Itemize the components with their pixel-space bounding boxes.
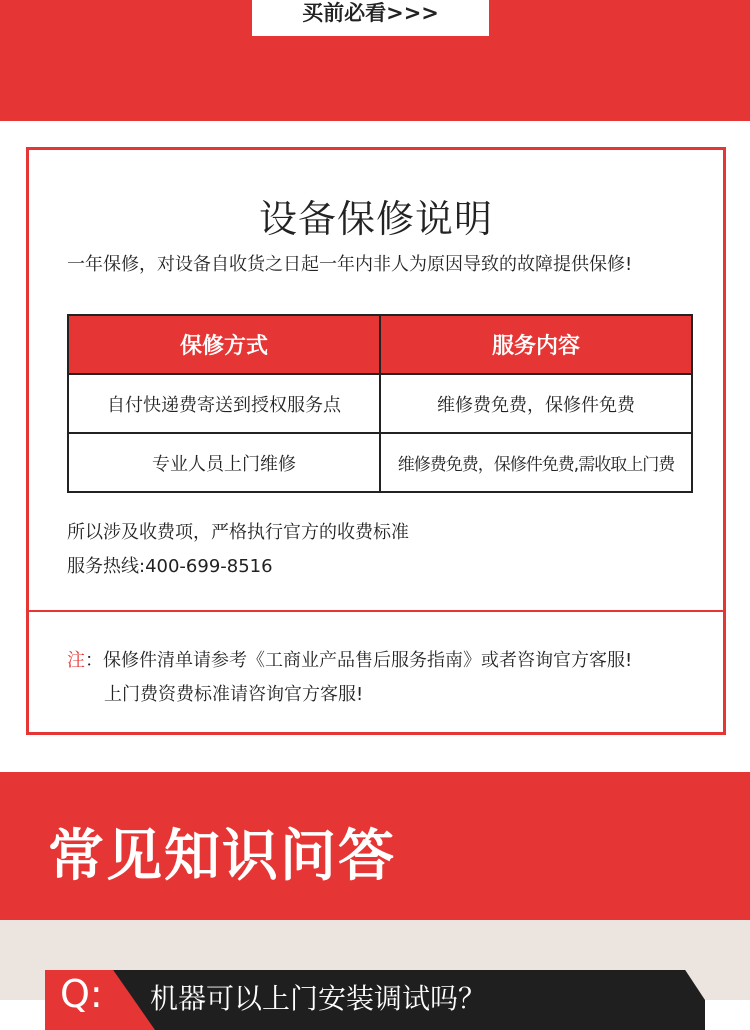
divider bbox=[29, 610, 723, 612]
faq-banner bbox=[0, 772, 750, 920]
fee-note: 所以涉及收费项，严格执行官方的收费标准 bbox=[67, 522, 409, 543]
note-label: 注 bbox=[67, 650, 85, 671]
note-text-1: ：保修件清单请参考《工商业产品售后服务指南》或者咨询官方客服! bbox=[85, 650, 633, 671]
table-cell-service: 维修费免费，保修件免费,需收取上门费 bbox=[380, 433, 692, 492]
top-banner bbox=[0, 0, 750, 121]
table-cell-method: 专业人员上门维修 bbox=[68, 433, 380, 492]
warranty-card bbox=[26, 147, 726, 735]
warranty-intro: 一年保修，对设备自收货之日起一年内非人为原因导致的故障提供保修! bbox=[67, 254, 633, 275]
faq-title: 常见知识问答 bbox=[48, 824, 396, 889]
table-header-row bbox=[68, 315, 692, 374]
note-line-1 bbox=[67, 646, 632, 672]
warranty-table bbox=[67, 314, 693, 493]
service-hotline: 服务热线:400-699-8516 bbox=[67, 556, 273, 577]
table-cell-service: 维修费免费，保修件免费 bbox=[380, 374, 692, 433]
table-header-service: 服务内容 bbox=[380, 315, 692, 374]
table-header-method: 保修方式 bbox=[68, 315, 380, 374]
warranty-title: 设备保修说明 bbox=[258, 197, 493, 241]
note-line-2: 上门费资费标准请咨询官方客服! bbox=[104, 684, 364, 705]
table-row bbox=[68, 433, 692, 492]
must-read-button[interactable]: 买前必看>>> bbox=[252, 0, 489, 36]
table-cell-method: 自付快递费寄送到授权服务点 bbox=[68, 374, 380, 433]
question-text[interactable]: 机器可以上门安装调试吗？ bbox=[150, 982, 487, 1015]
question-label: Q: bbox=[60, 972, 103, 1016]
table-row bbox=[68, 374, 692, 433]
